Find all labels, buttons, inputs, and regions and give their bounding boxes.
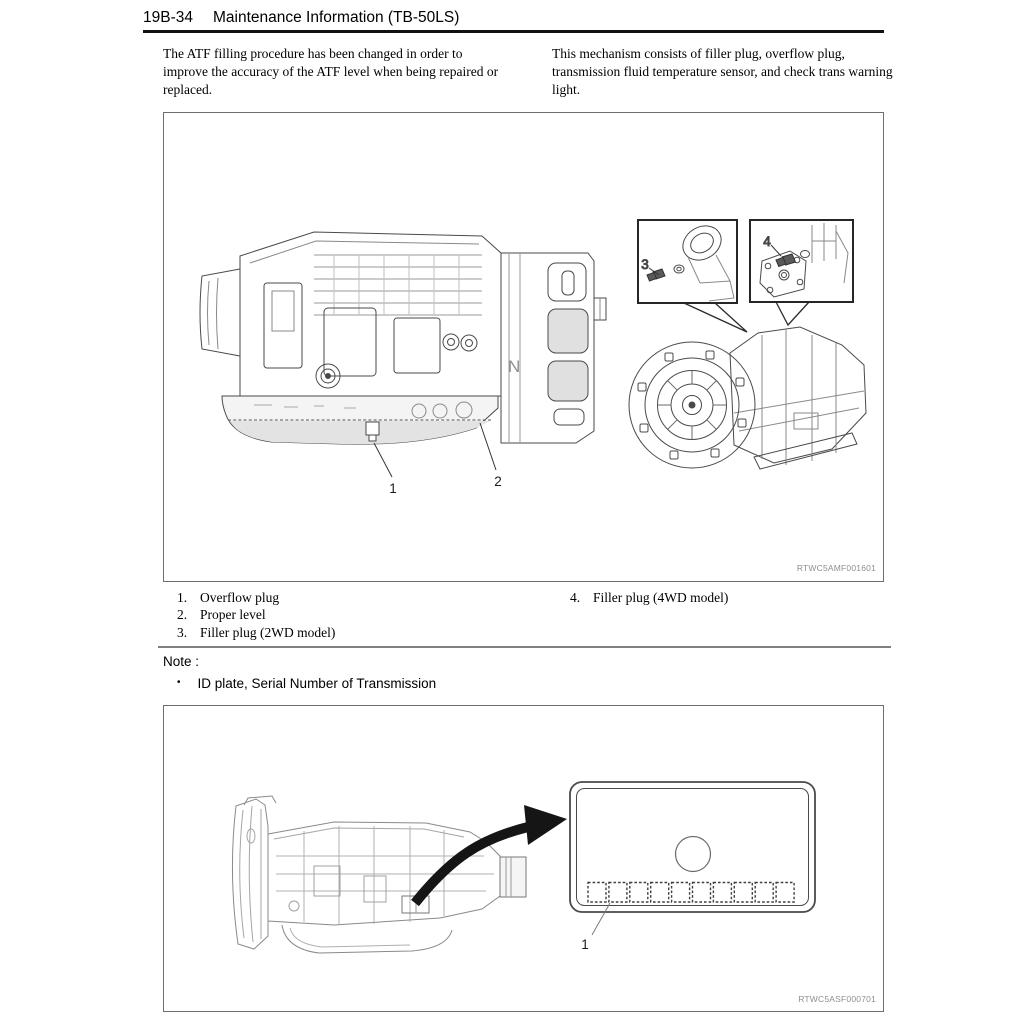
legend-item: 4. Filler plug (4WD model)	[570, 590, 729, 605]
legend-item: 2. Proper level	[177, 607, 266, 623]
intro-paragraph-left: The ATF filling procedure has been changed in order to improve the accuracy of the ATF level when being repaired or replaced.	[163, 46, 499, 97]
svg-text:1: 1	[389, 481, 397, 496]
inset-filler-plug-2wd	[638, 219, 737, 303]
pointer-arrow	[415, 805, 567, 903]
figure-id-plate-svg	[164, 706, 881, 1009]
gear-position-marking: N	[508, 357, 521, 376]
figure1-code: RTWC5AMF001601	[796, 563, 876, 573]
callout-2	[480, 423, 502, 489]
note-rule	[158, 646, 891, 648]
legend-item: 3. Filler plug (2WD model)	[177, 624, 336, 640]
bullet-icon: •	[177, 677, 181, 688]
note-item: • ID plate, Serial Number of Transmission	[177, 676, 437, 691]
inset-filler-plug-4wd	[750, 220, 853, 302]
section-code: 19B-34	[143, 9, 193, 26]
page-header	[143, 9, 459, 27]
figure-atf-level	[163, 112, 884, 582]
svg-text:3: 3	[641, 257, 649, 272]
transmission-side-drawing	[232, 796, 526, 953]
svg-text:2: 2	[494, 474, 502, 489]
figure-legend-left	[177, 589, 335, 641]
oil-pan-drawing	[222, 396, 498, 444]
legend-item: 1. Overflow plug	[177, 590, 280, 605]
figure-atf-level-svg	[164, 113, 881, 579]
transmission-3d-drawing	[629, 327, 866, 469]
header-rule	[143, 30, 884, 33]
inset-4wd-pointer	[776, 302, 809, 325]
note-heading: Note :	[163, 654, 200, 669]
id-plate-detail-drawing	[570, 782, 815, 935]
figure-legend-right	[570, 589, 728, 606]
inset-2wd-pointer	[684, 303, 747, 332]
svg-text:4: 4	[763, 234, 771, 249]
serial-number-boxes	[588, 883, 794, 903]
callout-1-plate: 1	[581, 937, 589, 952]
figure2-code: RTWC5ASF000701	[798, 994, 876, 1004]
page-title: Maintenance Information (TB-50LS)	[212, 9, 460, 26]
intro-paragraph-right: This mechanism consists of filler plug, overflow plug, transmission fluid temperature sensor, and check trans warning light.	[552, 46, 893, 97]
callout-1	[374, 443, 397, 496]
figure-id-plate	[163, 705, 884, 1012]
